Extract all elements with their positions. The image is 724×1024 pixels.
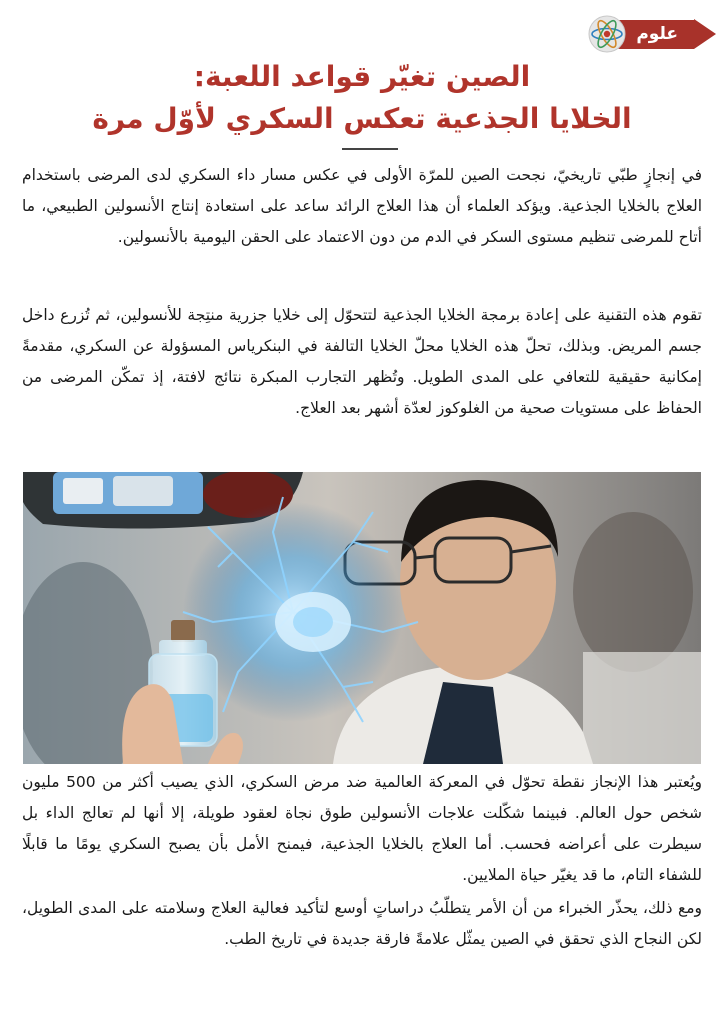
title-line-1: الصين تغيّر قواعد اللعبة: (193, 60, 531, 93)
paragraph-3: ويُعتبر هذا الإنجاز نقطة تحوّل في المعركة العالمية ضد مرض السكري، الذي يصيب أكثر من 500 مليون شخص حول العالم. فبينما شكّلت علاجات الأنسولين طوق نجاة لعقود طويلة، إلا أنها لم تعالج الداء بل سيطرت على أعراضه فحسب. أما العلاج بالخلايا الجذعية، فيمنح الأمل بأن يصبح السكري يومًا ما قابلًا للشفاء التام، ما قد يغيّر حياة الملايين. (22, 773, 703, 884)
section-label: علوم (616, 20, 694, 49)
paragraph-2: تقوم هذه التقنية على إعادة برمجة الخلايا الجذعية لتتحوّل إلى خلايا جزرية منتِجة للأنسولين، ثم تُزرع داخل جسم المريض. وبذلك، تحلّ هذه الخلايا محلّ الخلايا التالفة في البنكرياس المسؤولة عن السكري، مقدمةً إمكانية حقيقية للتعافي على المدى الطويل. وتُظهر التجارب المبكرة نتائج لافتة، إذ تمكّن المرضى من الحفاظ على مستويات صحية من الغلوكوز لعدّة أشهر بعد العلاج. (22, 306, 702, 417)
atom-icon (584, 14, 630, 54)
paragraph-1: في إنجازٍ طبّي تاريخيّ، نجحت الصين للمرّة الأولى في عكس مسار داء السكري لدى المرضى باستخدام العلاج بالخلايا الجذعية. ويؤكد العلماء أن هذا العلاج الرائد ساعد على استعادة إنتاج الأنسولين الطبيعي، ما أتاح للمرضى تنظيم مستوى السكر في الدم من دون الاعتماد على الحقن اليومية بالأنسولين. (22, 166, 702, 246)
section-arrow (694, 19, 716, 49)
article-photo (23, 472, 701, 764)
title-line-2: الخلايا الجذعية تعكس السكري لأوّل مرة (92, 102, 632, 135)
title-divider (342, 148, 398, 150)
section-tag (584, 14, 716, 54)
paragraph-4: ومع ذلك، يحذّر الخبراء من أن الأمر يتطلّبُ دراساتٍ أوسع لتأكيد فعالية العلاج وسلامته على المدى الطويل، لكن النجاح الذي تحقق في الصين يمثّل علامةً فارقة جديدة في تاريخ الطب. (22, 899, 702, 948)
article-title (20, 56, 704, 140)
